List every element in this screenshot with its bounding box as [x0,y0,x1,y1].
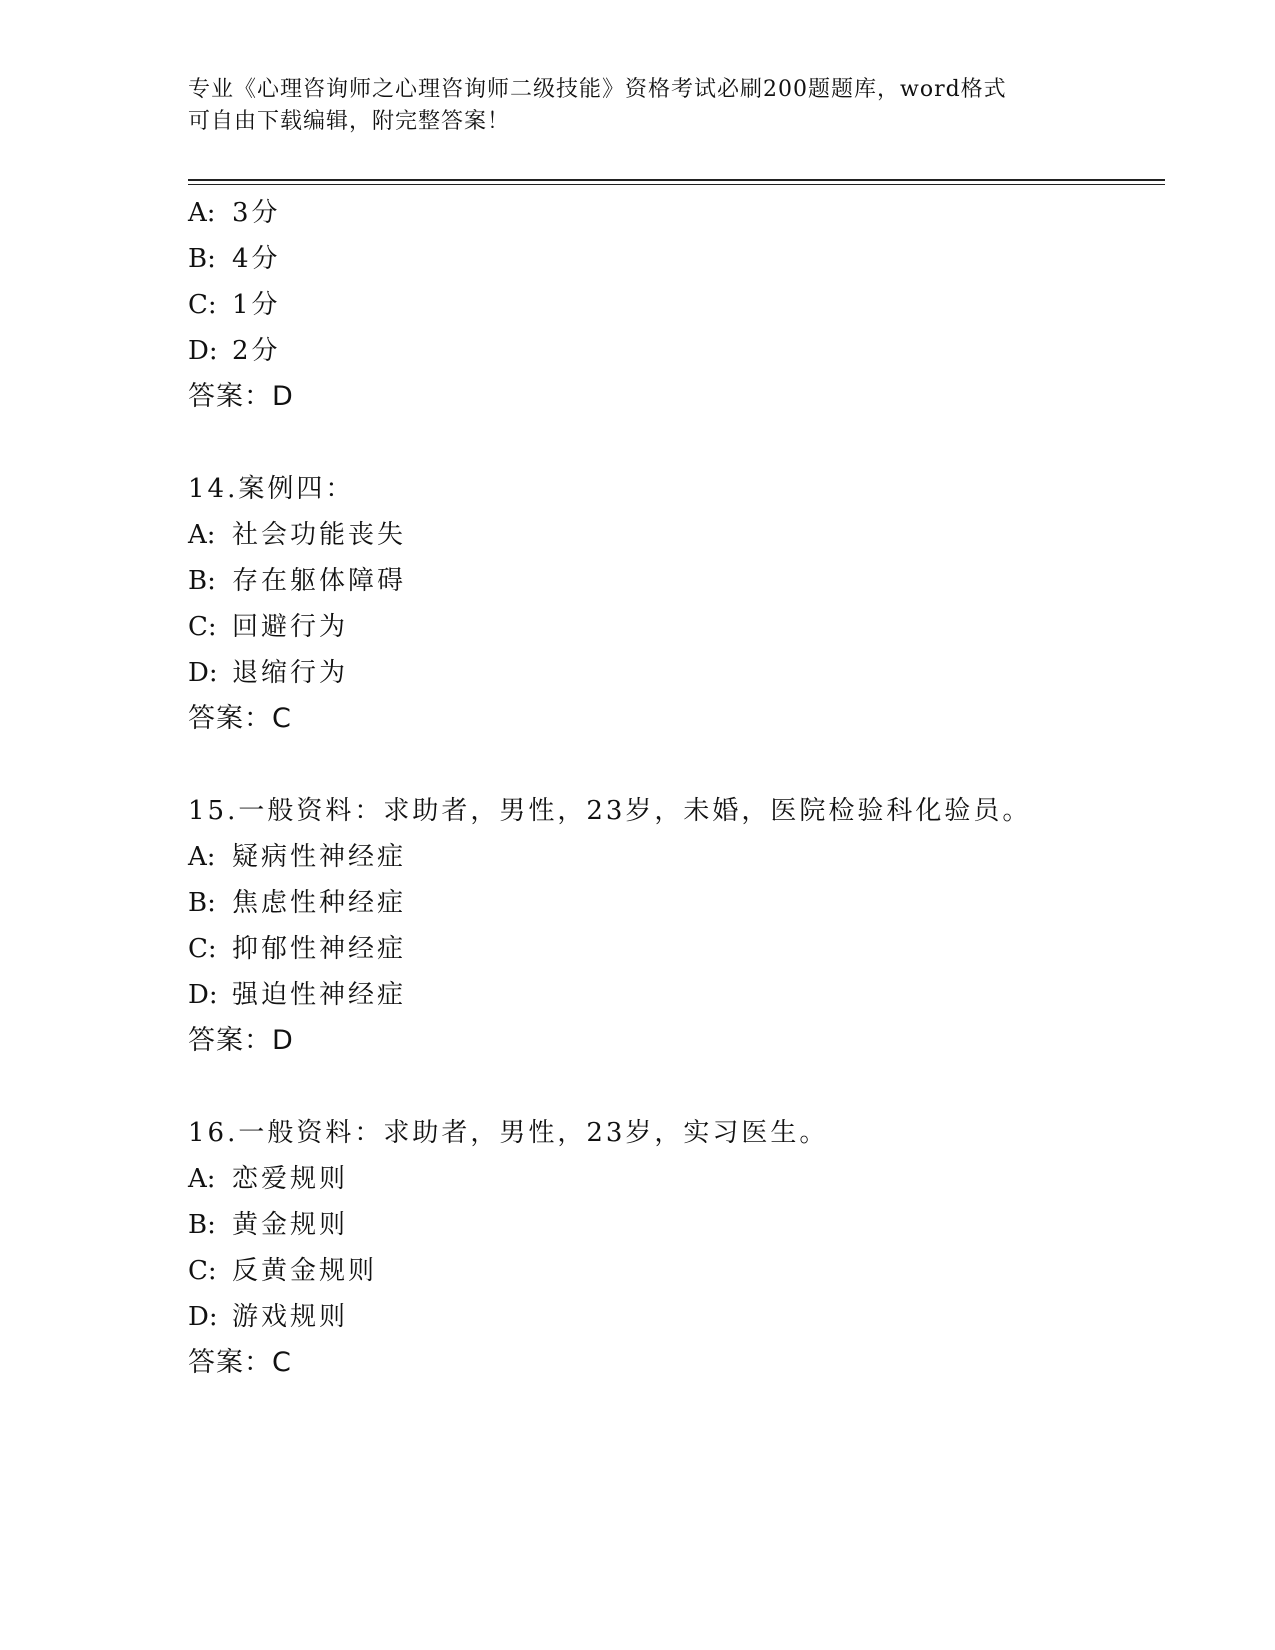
option-text: 恋爱规则 [232,1164,349,1194]
option-c [188,926,1168,972]
header-line-2: 可自由下载编辑，附完整答案！ [188,109,511,134]
option-label: C: [188,290,217,320]
answer-line: 答案：D [188,381,294,412]
option-text: 焦虑性种经症 [232,888,407,918]
option-text: 抑郁性神经症 [232,934,407,964]
option-c [188,282,1168,328]
question-15 [188,788,1168,1064]
spacer [188,1064,1168,1110]
option-label: B: [188,566,216,596]
option-label: D: [188,980,218,1010]
option-text: 黄金规则 [232,1210,349,1240]
question-stem: 14.案例四： [188,474,355,504]
option-a [188,1156,1168,1202]
document-header [188,74,1088,138]
option-d [188,328,1168,374]
answer-line: 答案：C [188,1347,292,1378]
option-b [188,1202,1168,1248]
option-label: A: [188,198,216,228]
answer-line: 答案：C [188,703,292,734]
option-d [188,1294,1168,1340]
option-label: C: [188,934,217,964]
option-text: 回避行为 [232,612,349,642]
header-divider-thick [188,179,1165,181]
option-text: 3分 [232,198,281,228]
option-text: 强迫性神经症 [232,980,407,1010]
option-text: 社会功能丧失 [232,520,407,550]
header-divider-thin [188,184,1165,185]
option-a [188,512,1168,558]
question-stem: 15.一般资料：求助者，男性，23岁，未婚，医院检验科化验员。 [188,796,1032,826]
option-text: 反黄金规则 [232,1256,378,1286]
option-text: 1分 [232,290,281,320]
option-d [188,972,1168,1018]
question-13-continued [188,190,1168,420]
option-label: A: [188,842,216,872]
option-a [188,190,1168,236]
option-b [188,236,1168,282]
option-text: 疑病性神经症 [232,842,407,872]
option-text: 游戏规则 [232,1302,349,1332]
option-label: C: [188,1256,217,1286]
option-b [188,558,1168,604]
answer-line: 答案：D [188,1025,294,1056]
option-a [188,834,1168,880]
option-label: D: [188,1302,218,1332]
option-d [188,650,1168,696]
option-text: 4分 [232,244,281,274]
option-b [188,880,1168,926]
header-line-1: 专业《心理咨询师之心理咨询师二级技能》资格考试必刷200题题库，word格式 [188,77,1007,102]
spacer [188,420,1168,466]
question-16 [188,1110,1168,1386]
option-c [188,604,1168,650]
option-label: A: [188,520,216,550]
option-text: 退缩行为 [232,658,349,688]
question-14 [188,466,1168,742]
option-label: C: [188,612,217,642]
option-text: 存在躯体障碍 [232,566,407,596]
option-label: B: [188,1210,216,1240]
option-label: A: [188,1164,216,1194]
option-text: 2分 [232,336,281,366]
option-label: B: [188,888,216,918]
option-label: B: [188,244,216,274]
question-stem: 16.一般资料：求助者，男性，23岁，实习医生。 [188,1118,829,1148]
option-label: D: [188,658,218,688]
option-label: D: [188,336,218,366]
question-list [188,190,1168,1386]
option-c [188,1248,1168,1294]
spacer [188,742,1168,788]
